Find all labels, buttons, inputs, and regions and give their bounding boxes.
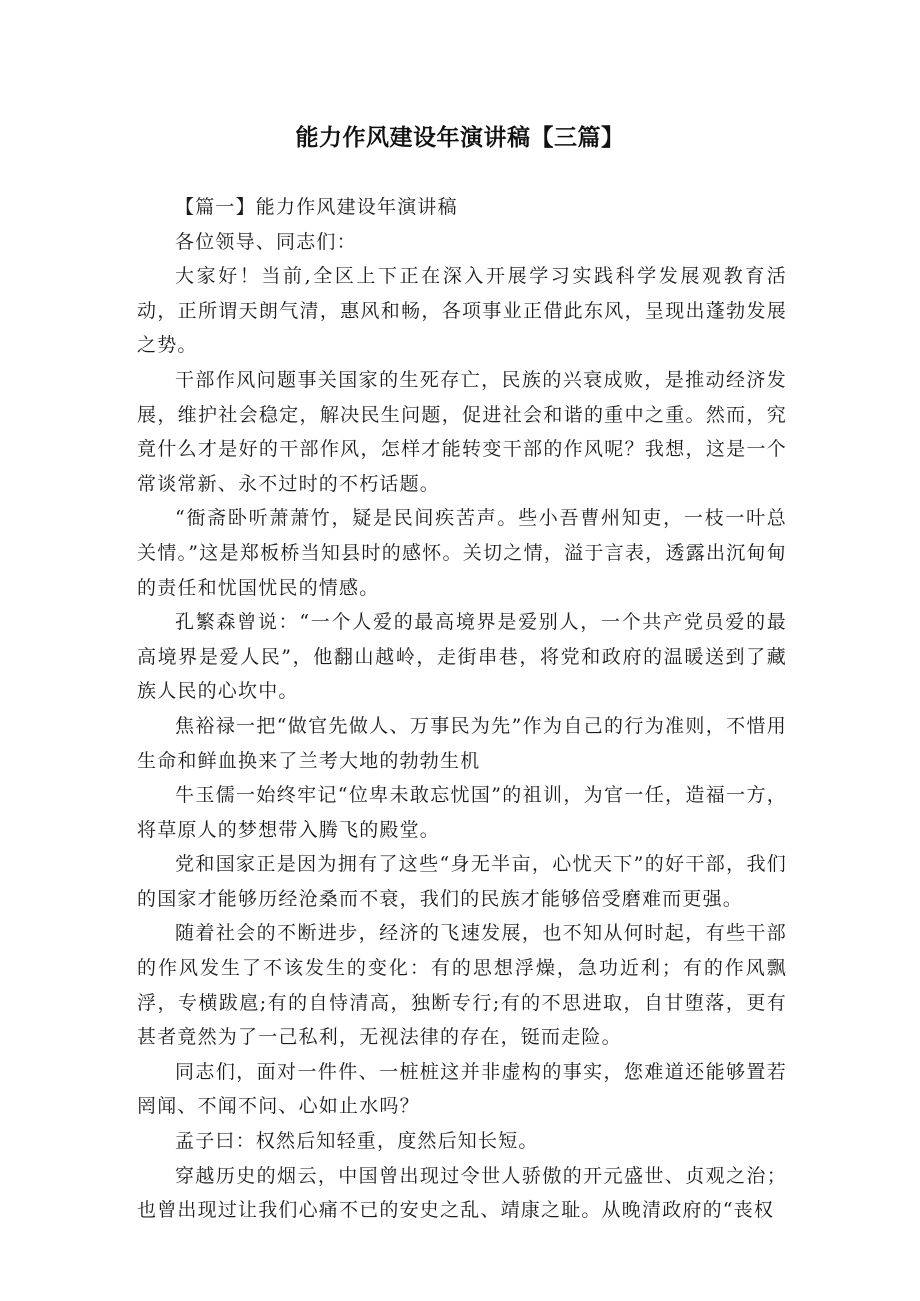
- paragraph: 同志们，面对一件件、一桩桩这并非虚构的事实，您难道还能够置若罔闻、不闻不问、心如止水吗？: [137, 1060, 787, 1118]
- paragraph: 大家好！当前,全区上下正在深入开展学习实践科学发展观教育活动，正所谓天朗气清，惠风和畅，各项事业正借此东风，呈现出蓬勃发展之势。: [137, 265, 787, 357]
- paragraph: 随着社会的不断进步，经济的飞速发展，也不知从何时起，有些干部的作风发生了不该发生的变化：有的思想浮燥，急功近利；有的作风飘浮，专横跋扈;有的自恃清高，独断专行;有的不思进取，自甘堕落，更有甚者竟然为了一己私利，无视法律的存在，铤而走险。: [137, 922, 787, 1049]
- document-title: 能力作风建设年演讲稿【三篇】: [295, 125, 625, 151]
- paragraph: “衙斋卧听萧萧竹，疑是民间疾苦声。些小吾曹州知吏，一枝一叶总关情。”这是郑板桥当知县时的感怀。关切之情，溢于言表，透露出沉甸甸的责任和忧国忧民的情感。: [137, 507, 787, 599]
- paragraph: 牛玉儒一始终牢记“位卑未敢忘忧国”的祖训，为官一任，造福一方，将草原人的梦想带入腾飞的殿堂。: [137, 784, 787, 841]
- paragraph: 孔繁森曾说：“一个人爱的最高境界是爱别人，一个共产党员爱的最高境界是爱人民”，他翻山越岭，走街串巷，将党和政府的温暖送到了藏族人民的心坎中。: [137, 611, 787, 703]
- paragraph: 焦裕禄一把“做官先做人、万事民为先”作为自己的行为准则，不惜用生命和鲜血换来了兰考大地的勃勃生机: [137, 714, 787, 772]
- section-heading: 【篇一】能力作风建设年演讲稿: [175, 196, 458, 218]
- paragraph: 党和国家正是因为拥有了这些“身无半亩，心忧天下”的好干部，我们的国家才能够历经沧桑而不衰，我们的民族才能够倍受磨难而更强。: [137, 853, 787, 910]
- document-body: [137, 190, 787, 1228]
- paragraph: 孟子曰：权然后知轻重，度然后知长短。: [175, 1130, 539, 1153]
- paragraph: 穿越历史的烟云，中国曾出现过令世人骄傲的开元盛世、贞观之治；也曾出现过让我们心痛不已的安史之乱、靖康之耻。从晚清政府的“丧权: [137, 1164, 787, 1222]
- salutation: 各位领导、同志们：: [175, 230, 357, 253]
- paragraph: 干部作风问题事关国家的生死存亡，民族的兴衰成败，是推动经济发展，维护社会稳定，解决民生问题，促进社会和谐的重中之重。然而，究竟什么才是好的干部作风，怎样才能转变干部的作风呢？我想，这是一个常谈常新、永不过时的不朽话题。: [137, 368, 787, 495]
